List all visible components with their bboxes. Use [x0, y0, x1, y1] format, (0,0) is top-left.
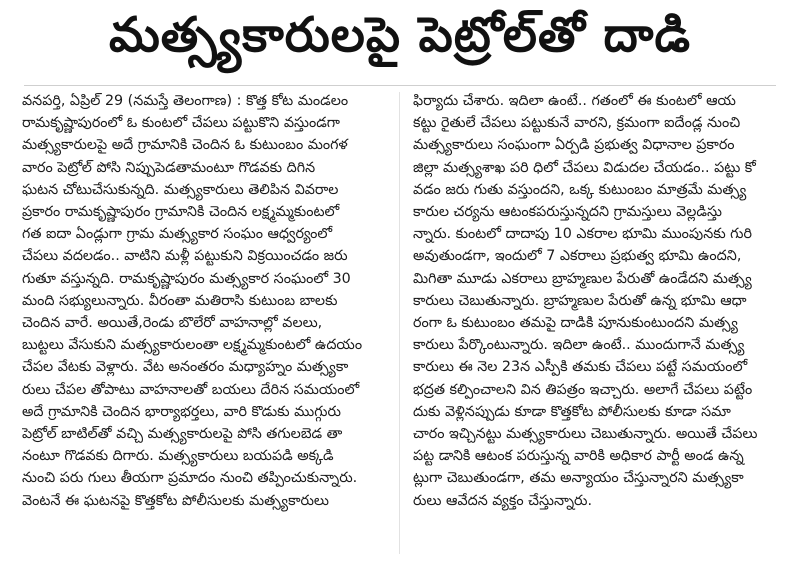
headline-rule: [24, 85, 776, 86]
article-line: ఫిర్యాదు చేశారు. ఇదిలా ఉంటే.. గతంలో ఈ కుంటలో ఆయ: [413, 93, 736, 109]
article-body: [22, 90, 782, 564]
article-line: వెంటనే ఈ ఘటనపై కొత్తకోట పోలీసులకు మత్స్యకారులు: [22, 492, 329, 509]
article-line: కట్టు రైతులే చేపలు పట్టుకునే వారని, క్రమంగా ఐదేండ్ల నుంచి: [413, 115, 741, 132]
article-line: పట్ట డానికి ఆటంక పరుస్తున్న వారికి అధికార పార్టీ అండ ఉన్న: [413, 448, 744, 465]
article-line: మత్స్యకారులపై అదే గ్రామానికి చెందిన ఓ కుటుంబం మంగళ: [22, 137, 348, 154]
article-line: ఘటన చోటుచేసుకున్నది. మత్స్యకారులు తెలిపిన వివరాల: [22, 181, 339, 198]
article-line: మిగితా మూడు ఎకరాలు బ్రాహ్మణుల పేరుతో ఉండేదని మత్స్య: [413, 270, 752, 287]
article-line: కారులు చెబుతున్నారు. బ్రాహ్మణుల పేరుతో ఉన్న భూమి ఆధా: [413, 292, 747, 309]
article-line: జిల్లా మత్స్యశాఖ పరి ధిలో చేపలు విడుదల చేయడం.. పట్టు కో: [413, 159, 756, 176]
article-line: చెందిన వారే. అయితే,రెండు బొలేరో వాహనాల్లో వలలు,: [22, 315, 323, 332]
article-line: చారం ఇచ్చినట్టు మత్స్యకారులు చెబుతున్నారు. అయితే చేపలు: [413, 426, 758, 443]
article-line: నుంచి పరు గులు తీయగా ప్రమాదం నుంచి తప్పించుకున్నారు.: [22, 470, 358, 487]
article-line: రులు చేపల తోపాటు వాహనాలతో బయలు దేరిన సమయంలో: [22, 381, 360, 398]
article-line: న్నారు. కుంటలో దాదాపు 10 ఎకరాల భూమి ముంపునకు గురి: [413, 226, 752, 243]
article-line: కారులు పేర్కొంటున్నారు. ఇదిలా ఉంటే.. ముందుగానే మత్స్య: [413, 337, 745, 354]
article-line: ట్లుగా చెబుతుండగా, తమ అన్యాయం చేస్తున్నారని మత్స్యకా: [413, 470, 744, 487]
article-line: అవుతుండగా, ఇందులో 7 ఎకరాలు ప్రభుత్వ భూమి ఉందని,: [413, 248, 742, 265]
headline: మత్స్యకారులపై పెట్రోల్‌తో దాడి: [109, 7, 691, 63]
article-line: రామకృష్ణాపురంలో ఓ కుంటలో చేపలు పట్టుకొని వస్తుండగా: [22, 115, 340, 132]
article-line: మత్స్యకారులు సంఘంగా ఏర్పడి ప్రభుత్వ విధానాల ప్రకారం: [413, 137, 735, 154]
article-line: చేపల వేటకు వెళ్లారు. వేట అనంతరం మధ్యాహ్నం మత్స్యకా: [22, 359, 349, 376]
article-line: అదే గ్రామానికి చెందిన భార్యాభర్తలు, వారి కొడుకు ముగ్గురు: [22, 403, 341, 420]
article-line: కారుల చర్యను ఆటంకపరుస్తున్నదని గ్రామస్తులు వెల్లడిస్తు: [413, 204, 722, 221]
article-line: చేపలు వదలడం.. వాటిని మళ్లీ పట్టుకుని విక్రయించడం జరు: [22, 248, 348, 265]
article-line: మంది సభ్యులున్నారు. వీరంతా మతిరాసి కుటుంబ బాలకు: [22, 292, 338, 309]
article-line: కారులు ఈ నెల 23న ఎస్పీకి తమకు చేపలు పట్టే సమయంలో: [413, 359, 748, 376]
article-line: భద్రత కల్పించాలని విన తిపత్రం ఇచ్చారు. అలాగే చేపలు పట్టేం: [413, 381, 753, 398]
right-column: [413, 90, 782, 564]
article-line: వడం జరు గుతు వస్తుందని, ఒక్క కుటుంబం మాత్రమే మత్స్య: [413, 181, 747, 198]
article-line: గుతూ వస్తున్నది. రామకృష్ణాపురం మత్స్యకార సంఘంలో 30: [22, 270, 351, 287]
article-line: పెట్రోల్ బాటిల్‌తో వచ్చి మత్స్యకారులపై పోసి తగులబెడ తా: [22, 426, 343, 443]
article-line: రంగా ఓ కుటుంబం తమపై దాడికి పూనుకుంటుందని మత్స్య: [413, 315, 738, 332]
article-line: ప్రకారం రామకృష్ణాపురం గ్రామానికి చెందిన లక్ష్మమ్మకుంటలో: [22, 204, 340, 221]
article-line: రులు ఆవేదన వ్యక్తం చేస్తున్నారు.: [413, 492, 593, 509]
article-line: వనపర్తి, ఏప్రిల్ 29 (నమస్తే తెలంగాణ) : కొత్త కోట మండలం: [22, 93, 349, 109]
article-line: బుట్టలు వేసుకుని మత్స్యకారులంతా లక్ష్మమ్మకుంటలో ఉదయం: [22, 337, 363, 354]
article-line: నంటూ గొడవకు దిగారు. మత్స్యకారులు బయపడి అక్కడి: [22, 448, 334, 465]
article-line: వారం పెట్రోల్ పోసి నిప్పుపెడతామంటూ గొడవకు దిగిన: [22, 159, 316, 176]
article-line: గత ఐదా ఏండ్లుగా గ్రామ మత్స్యకార సంఘం ఆధ్వర్యంలో: [22, 226, 333, 243]
article-line: దుకు వెళ్లినప్పుడు కూడా కొత్తకోట పోలీసులకు కూడా సమా: [413, 403, 731, 420]
left-column: [22, 90, 391, 564]
